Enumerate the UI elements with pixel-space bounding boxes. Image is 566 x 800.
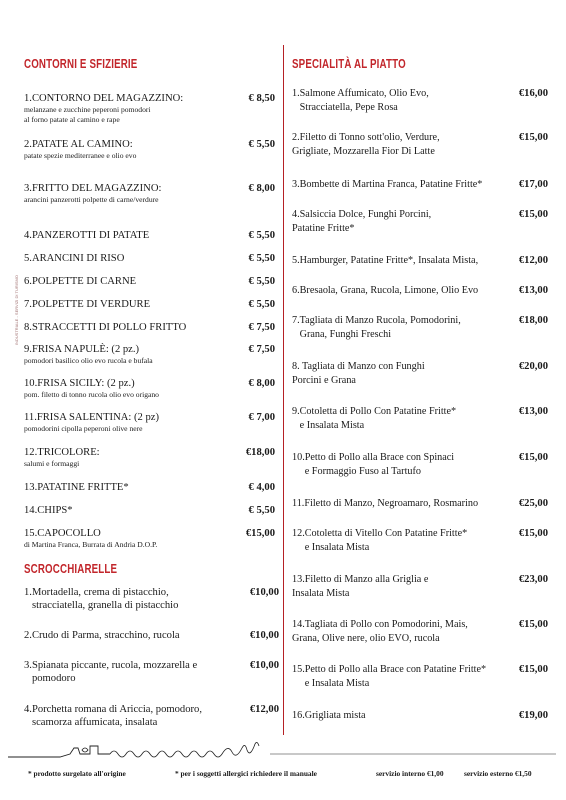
item-price: €12,00 xyxy=(518,255,548,266)
item-price: € 7,50 xyxy=(248,322,275,333)
item-description: patate spezie mediterranee e olio evo xyxy=(24,151,137,160)
item-name: 13.Filetto di Manzo alla Griglia e Insalata Mista xyxy=(292,574,429,599)
item-price: €15,00 xyxy=(518,452,548,463)
item-name: 11.FRISA SALENTINA: (2 pz) xyxy=(24,412,159,423)
item-price: € 5,50 xyxy=(248,139,275,150)
item-name: 1.Salmone Affumicato, Olio Evo, Stracciatella, Pepe Rosa xyxy=(292,88,429,113)
item-name: 7.POLPETTE DI VERDURE xyxy=(24,299,151,310)
item-name: 2.PATATE AL CAMINO: xyxy=(24,139,133,150)
item-description: melanzane e zucchine peperoni pomodori al forno patate al camino e rape xyxy=(24,105,151,124)
footer xyxy=(0,740,566,800)
item-price: € 7,00 xyxy=(248,412,275,423)
menu-item xyxy=(292,405,456,433)
item-name: 13.PATATINE FRITTE* xyxy=(24,482,129,493)
menu-item xyxy=(24,298,150,311)
item-price: €18,00 xyxy=(518,315,548,326)
item-price: €13,00 xyxy=(518,285,548,296)
item-price: € 7,50 xyxy=(248,344,275,355)
item-name: 6.Bresaola, Grana, Rucola, Limone, Olio Evo xyxy=(292,285,479,296)
item-description: pomodori basilico olio evo rucola e bufala xyxy=(24,356,153,365)
menu-item xyxy=(292,360,425,388)
menu-item xyxy=(24,659,197,685)
item-name: 4.Salsiccia Dolce, Funghi Porcini, Patatine Fritte* xyxy=(292,209,432,234)
item-description: di Martina Franca, Burrata di Andria D.O.P. xyxy=(24,540,158,549)
item-price: €10,00 xyxy=(249,587,279,598)
scrocchiarelle-heading: SCROCCHIARELLE xyxy=(24,562,118,576)
item-name: 3.Spianata piccante, rucola, mozzarella e pomodoro xyxy=(24,660,198,684)
item-name: 12.Cotoletta di Vitello Con Patatine Fritte* e Insalata Mista xyxy=(292,528,468,553)
menu-item xyxy=(24,481,129,494)
item-name: 14.Tagliata di Pollo con Pomodorini, Mais, Grana, Olive nere, olio EVO, rucola xyxy=(292,619,468,644)
item-price: €20,00 xyxy=(518,361,548,372)
item-name: 10.FRISA SICILY: (2 pz.) xyxy=(24,378,135,389)
menu-item xyxy=(292,573,428,601)
item-name: 9.FRISA NAPULÈ: (2 pz.) xyxy=(24,344,140,355)
side-note: INDUSTRIALE - SERVIZI DI TURISMO xyxy=(14,275,19,346)
item-price: € 4,00 xyxy=(248,482,275,493)
item-name: 8.STRACCETTI DI POLLO FRITTO xyxy=(24,322,187,333)
note-frozen: * prodotto surgelato all'origine xyxy=(28,769,126,778)
item-name: 7.Tagliata di Manzo Rucola, Pomodorini, Grana, Funghi Freschi xyxy=(292,315,461,340)
menu-item xyxy=(292,87,429,115)
item-description: pomodorini cipolla peperoni olive nere xyxy=(24,424,143,433)
menu-item xyxy=(24,343,153,366)
left-column xyxy=(0,0,283,740)
menu-item xyxy=(24,527,157,550)
item-name: 5.Hamburger, Patatine Fritte*, Insalata Mista, xyxy=(292,255,479,266)
item-price: €18,00 xyxy=(245,447,275,458)
menu-item xyxy=(292,284,478,298)
item-name: 12.TRICOLORE: xyxy=(24,447,100,458)
menu-item xyxy=(24,586,178,612)
item-name: 16.Grigliata mista xyxy=(292,710,366,721)
item-price: €16,00 xyxy=(518,88,548,99)
item-name: 2.Filetto di Tonno sott'olio, Verdure, Grigliate, Mozzarella Fior Di Latte xyxy=(292,132,440,157)
item-name: 5.ARANCINI DI RISO xyxy=(24,253,125,264)
item-price: €15,00 xyxy=(518,528,548,539)
note-allergy: * per i soggetti allergici richiedere il manuale xyxy=(175,769,317,778)
menu-item xyxy=(24,377,159,400)
menu-item xyxy=(24,504,73,517)
menu-item xyxy=(292,178,482,192)
item-name: 1.Mortadella, crema di pistacchio, stracciatella, granella di pistacchio xyxy=(24,587,179,611)
menu-item xyxy=(24,321,186,334)
item-name: 15.CAPOCOLLO xyxy=(24,528,101,539)
item-price: €10,00 xyxy=(249,630,279,641)
item-price: € 5,50 xyxy=(248,230,275,241)
item-price: €23,00 xyxy=(518,574,548,585)
item-description: arancini panzerotti polpette di carne/verdure xyxy=(24,195,159,204)
item-name: 14.CHIPS* xyxy=(24,505,73,516)
item-description: salumi e formaggi xyxy=(24,459,80,468)
item-name: 3.Bombette di Martina Franca, Patatine Fritte* xyxy=(292,179,483,190)
item-name: 15.Petto di Pollo alla Brace con Patatine Fritte* e Insalata Mista xyxy=(292,664,487,689)
item-name: 1.CONTORNO DEL MAGAZZINO: xyxy=(24,93,184,104)
item-name: 4.Porchetta romana di Ariccia, pomodoro, scamorza affumicata, insalata xyxy=(24,704,202,728)
item-name: 10.Petto di Pollo alla Brace con Spinaci e Formaggio Fuso al Tartufo xyxy=(292,452,455,477)
item-name: 6.POLPETTE DI CARNE xyxy=(24,276,137,287)
item-price: € 5,50 xyxy=(248,276,275,287)
menu-item xyxy=(292,131,440,159)
item-name: 11.Filetto di Manzo, Negroamaro, Rosmarino xyxy=(292,498,479,509)
menu-item xyxy=(24,629,180,642)
item-price: €15,00 xyxy=(518,664,548,675)
item-price: €15,00 xyxy=(518,619,548,630)
item-description: pom. filetto di tonno rucola olio evo origano xyxy=(24,390,159,399)
item-name: 9.Cotoletta di Pollo Con Patatine Fritte* e Insalata Mista xyxy=(292,406,457,431)
menu-item xyxy=(24,92,183,124)
menu-item xyxy=(292,497,478,511)
right-column xyxy=(283,0,566,740)
item-price: €15,00 xyxy=(518,209,548,220)
item-price: € 8,00 xyxy=(248,183,275,194)
menu-item xyxy=(292,709,366,723)
menu-item xyxy=(292,663,486,691)
menu-item xyxy=(292,254,478,268)
item-price: €13,00 xyxy=(518,406,548,417)
item-price: €17,00 xyxy=(518,179,548,190)
menu-item xyxy=(292,314,461,342)
menu-item xyxy=(24,275,136,288)
menu-item xyxy=(24,252,124,265)
item-price: € 8,00 xyxy=(248,378,275,389)
item-price: €19,00 xyxy=(518,710,548,721)
menu-item xyxy=(24,138,136,161)
item-price: €15,00 xyxy=(245,528,275,539)
specialita-heading: SPECIALITÀ AL PIATTO xyxy=(292,57,406,71)
item-price: €15,00 xyxy=(518,132,548,143)
contorni-heading: CONTORNI E SFIZIERIE xyxy=(24,57,138,71)
item-price: €10,00 xyxy=(249,660,279,671)
menu-item xyxy=(292,451,454,479)
service-external: servizio esterno €1,50 xyxy=(464,769,532,778)
menu-item xyxy=(292,527,467,555)
item-name: 2.Crudo di Parma, stracchino, rucola xyxy=(24,630,180,641)
item-name: 8. Tagliata di Manzo con Funghi Porcini e Grana xyxy=(292,361,425,386)
item-price: €12,00 xyxy=(249,704,279,715)
menu-item xyxy=(24,703,202,729)
menu-item xyxy=(24,411,159,434)
item-name: 4.PANZEROTTI DI PATATE xyxy=(24,230,150,241)
menu-item xyxy=(24,229,149,242)
service-internal: servizio interno €1,00 xyxy=(376,769,444,778)
item-price: € 5,50 xyxy=(248,299,275,310)
menu-item xyxy=(292,618,468,646)
menu-item xyxy=(24,446,100,469)
menu-item xyxy=(292,208,431,236)
item-price: €25,00 xyxy=(518,498,548,509)
item-price: € 5,50 xyxy=(248,505,275,516)
menu-item xyxy=(24,182,161,205)
item-name: 3.FRITTO DEL MAGAZZINO: xyxy=(24,183,162,194)
item-price: € 8,50 xyxy=(248,93,275,104)
item-price: € 5,50 xyxy=(248,253,275,264)
